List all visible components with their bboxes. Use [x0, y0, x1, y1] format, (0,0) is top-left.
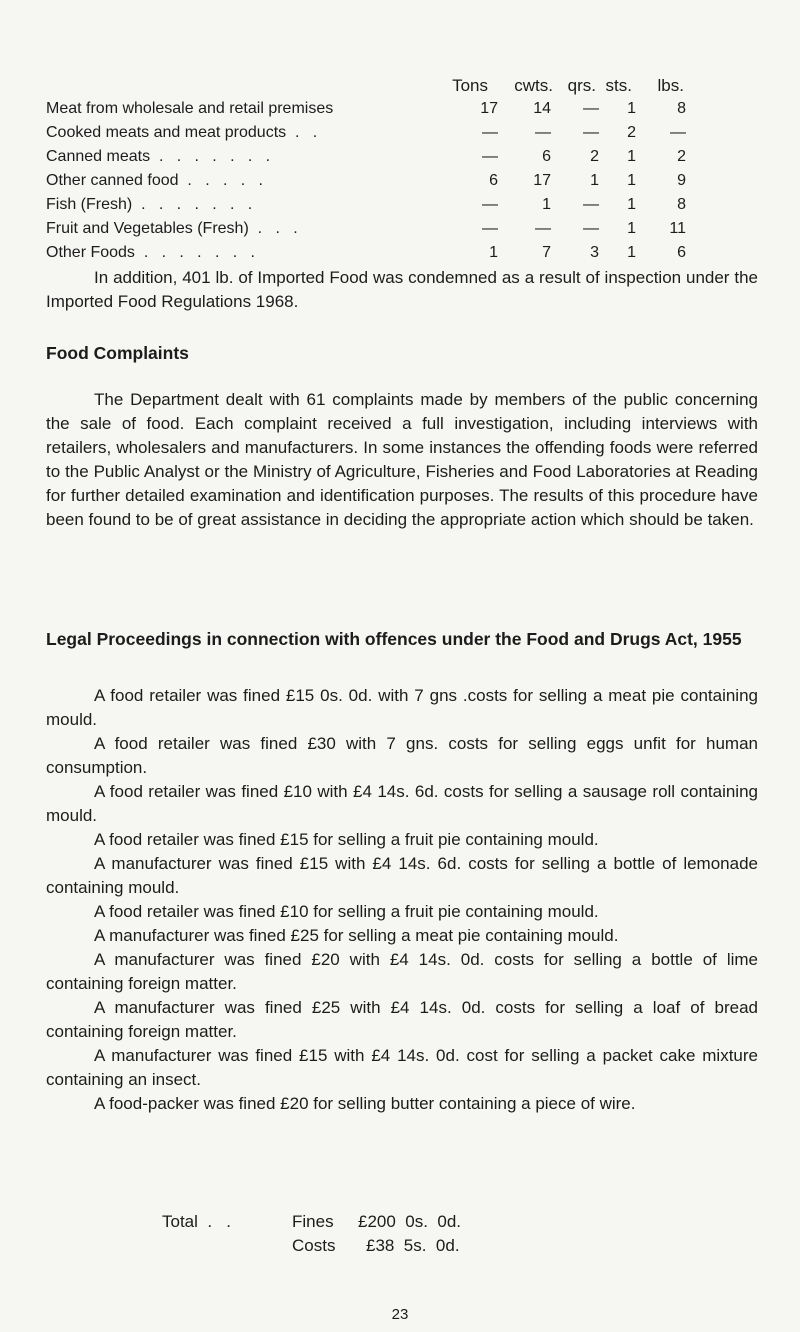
cell-tons: — [482, 196, 498, 213]
cell-tons: — [482, 220, 498, 237]
food-complaints-heading: Food Complaints [46, 343, 189, 363]
table-row [46, 220, 766, 244]
row-label: Fruit and Vegetables (Fresh) . . . [46, 220, 298, 237]
row-label: Other canned food . . . . . [46, 172, 263, 189]
cell-sts: 1 [627, 196, 636, 213]
cell-lbs: 8 [677, 196, 686, 213]
table-row [46, 124, 766, 148]
table-row [46, 100, 766, 124]
list-item: A food retailer was fined £10 for selling a fruit pie containing mould. [94, 902, 599, 921]
cell-qrs: — [583, 124, 599, 141]
cell-lbs: 6 [677, 244, 686, 261]
table-row [46, 196, 766, 220]
table-row [46, 148, 766, 172]
legal-proceedings-heading: Legal Proceedings in connection with offences under the Food and Drugs Act, 1955 [46, 629, 742, 649]
imported-food-note: In addition, 401 lb. of Imported Food was condemned as a result of inspection under the Imported Food Regulations 1968. [46, 268, 758, 311]
list-item: A manufacturer was fined £20 with £4 14s. 0d. costs for selling a bottle of lime containing foreign matter. [46, 950, 758, 993]
table-row [46, 172, 766, 196]
costs-value: £38 5s. 0d. [366, 1236, 460, 1255]
cell-tons: 6 [489, 172, 498, 189]
cell-cwts: 1 [542, 196, 551, 213]
list-item: A manufacturer was fined £15 with £4 14s. 0d. cost for selling a packet cake mixture containing an insect. [46, 1046, 758, 1089]
cell-lbs: 8 [677, 100, 686, 117]
cell-qrs: — [583, 196, 599, 213]
header-lbs: lbs. [657, 76, 684, 95]
cell-qrs: 1 [590, 172, 599, 189]
list-item: A food-packer was fined £20 for selling butter containing a piece of wire. [94, 1094, 636, 1113]
row-label: Fish (Fresh) . . . . . . . [46, 196, 253, 213]
fines-value: £200 0s. 0d. [358, 1212, 462, 1231]
total-label: Total . . [162, 1212, 231, 1231]
cell-sts: 1 [627, 220, 636, 237]
list-item: A food retailer was fined £30 with 7 gns. costs for selling eggs unfit for human consumption. [46, 734, 758, 777]
cell-cwts: 14 [533, 100, 551, 117]
cell-qrs: — [583, 220, 599, 237]
header-qrs: qrs. [567, 76, 596, 95]
cell-lbs: — [670, 124, 686, 141]
cell-cwts: — [535, 220, 551, 237]
cell-sts: 1 [627, 244, 636, 261]
cell-cwts: — [535, 124, 551, 141]
header-tons: Tons [452, 76, 488, 95]
cell-lbs: 11 [669, 220, 686, 237]
cell-sts: 1 [627, 148, 636, 165]
fines-label: Fines [292, 1212, 334, 1231]
cell-qrs: 2 [590, 148, 599, 165]
cell-tons: — [482, 148, 498, 165]
costs-label: Costs [292, 1236, 336, 1255]
legal-cases-list [46, 684, 758, 1116]
list-item: A food retailer was fined £15 for selling a fruit pie containing mould. [94, 830, 599, 849]
cell-cwts: 7 [542, 244, 551, 261]
table-header [46, 76, 766, 100]
food-complaints-text: The Department dealt with 61 complaints made by members of the public concerning the sale of food. Each complaint received a full investigation, including interviews with retailers, wholesalers and manufacturers. In some instances the offending foods were referred to the Public Analyst or the Ministry of Agriculture, Fisheries and Food Laboratories at Reading for further detailed examination and identification purposes. The results of this procedure have been found to be of great assistance in deciding the appropriate action which should be taken. [46, 390, 758, 529]
list-item: A manufacturer was fined £15 with £4 14s. 6d. costs for selling a bottle of lemonade containing mould. [46, 854, 758, 897]
cell-cwts: 6 [542, 148, 551, 165]
row-label: Cooked meats and meat products . . [46, 124, 318, 141]
cell-tons: 1 [489, 244, 498, 261]
cell-qrs: — [583, 100, 599, 117]
list-item: A food retailer was fined £15 0s. 0d. with 7 gns .costs for selling a meat pie containing mould. [46, 686, 758, 729]
list-item: A manufacturer was fined £25 for selling a meat pie containing mould. [94, 926, 619, 945]
cell-tons: 17 [480, 100, 498, 117]
list-item: A manufacturer was fined £25 with £4 14s. 0d. costs for selling a loaf of bread containing foreign matter. [46, 998, 758, 1041]
cell-tons: — [482, 124, 498, 141]
header-sts: sts. [605, 76, 632, 95]
cell-sts: 1 [627, 100, 636, 117]
cell-qrs: 3 [590, 244, 599, 261]
page-number: 23 [391, 1306, 409, 1323]
row-label: Canned meats . . . . . . . [46, 148, 271, 165]
table-row [46, 244, 766, 268]
cell-lbs: 9 [677, 172, 686, 189]
cell-sts: 2 [627, 124, 636, 141]
cell-sts: 1 [627, 172, 636, 189]
cell-cwts: 17 [533, 172, 551, 189]
row-label: Meat from wholesale and retail premises [46, 100, 334, 117]
row-label: Other Foods . . . . . . . [46, 244, 255, 261]
cell-lbs: 2 [677, 148, 686, 165]
header-cwts: cwts. [514, 76, 553, 95]
list-item: A food retailer was fined £10 with £4 14s. 6d. costs for selling a sausage roll containing mould. [46, 782, 758, 825]
